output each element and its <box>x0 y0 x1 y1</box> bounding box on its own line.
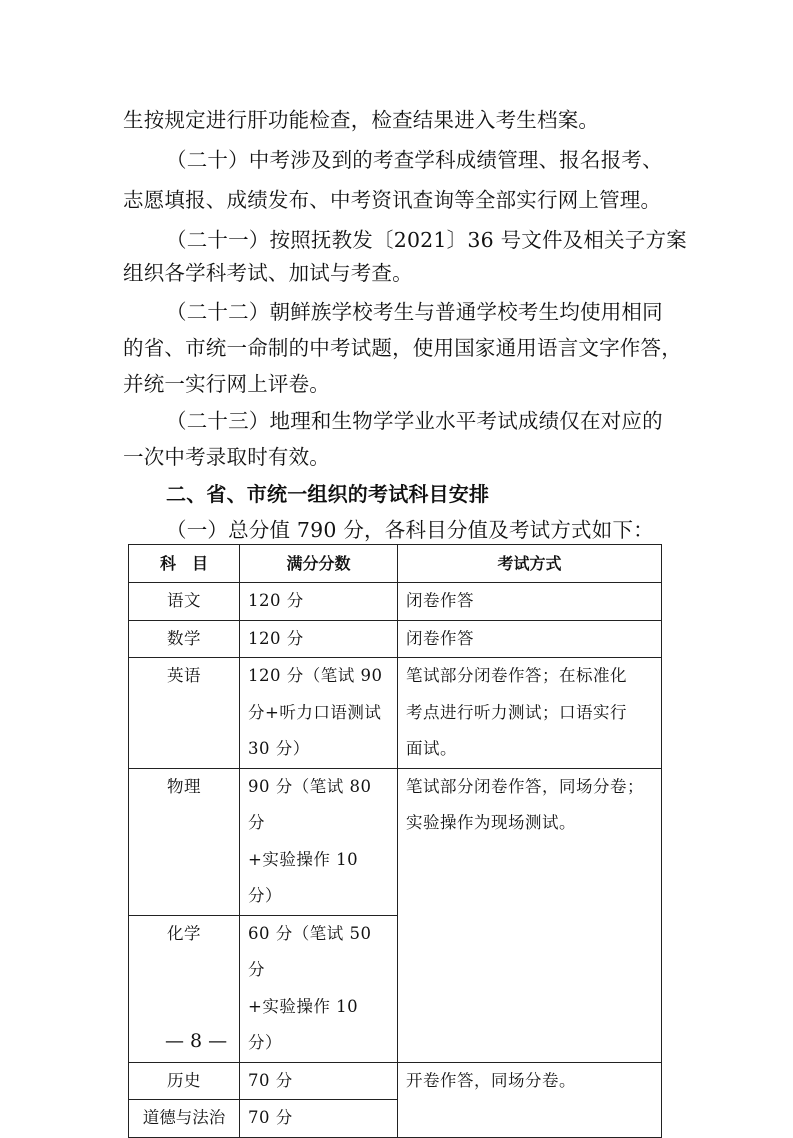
subject-cell: 化学 <box>129 915 240 1062</box>
score-line: 90 分（笔试 80 分 <box>248 776 372 832</box>
method-line: 开卷作答，同场分卷。 <box>406 1070 576 1090</box>
paragraph-line: 生按规定进行肝功能检查，检查结果进入考生档案。 <box>123 108 600 132</box>
score-line: 70 分 <box>248 1108 293 1127</box>
score-line: 30 分） <box>248 739 310 758</box>
paragraph-line: （二十）中考涉及到的考查学科成绩管理、报名报考、 <box>166 148 663 172</box>
subject-cell: 物理 <box>129 768 240 915</box>
paragraph-line: 志愿填报、成绩发布、中考资讯查询等全部实行网上管理。 <box>123 188 662 212</box>
paragraph-line: （二十二）朝鲜族学校考生与普通学校考生均使用相同 <box>166 300 663 324</box>
subject-cell: 数学 <box>129 620 240 658</box>
column-header-method: 考试方式 <box>398 545 662 583</box>
method-line: 闭卷作答 <box>406 628 474 648</box>
score-cell <box>240 768 398 915</box>
score-line: 120 分 <box>248 628 304 648</box>
subject-cell: 英语 <box>129 658 240 769</box>
section-heading: 二、省、市统一组织的考试科目安排 <box>166 482 490 506</box>
method-line: 笔试部分闭卷作答；在标准化 <box>406 666 627 685</box>
method-line: 笔试部分闭卷作答，同场分卷； <box>406 776 644 796</box>
table-row <box>129 620 662 658</box>
method-cell <box>398 768 662 1062</box>
score-line: +实验操作 10 分） <box>248 849 359 905</box>
score-line: 120 分（笔试 90 <box>248 666 383 685</box>
subject-cell: 道德与法治 <box>129 1100 240 1138</box>
method-line: 闭卷作答 <box>406 591 474 610</box>
score-cell <box>240 1100 398 1138</box>
score-line: 120 分 <box>248 591 304 610</box>
paragraph-line: （二十一）按照抚教发〔2021〕36 号文件及相关子方案 <box>166 228 687 252</box>
table-row <box>129 658 662 769</box>
table-intro: （一）总分值 790 分，各科目分值及考试方式如下： <box>166 518 654 542</box>
method-cell <box>398 583 662 621</box>
paragraph-line: 的省、市统一命制的中考试题，使用国家通用语言文字作答， <box>123 336 682 360</box>
page-number: — 8 — <box>165 1030 228 1052</box>
score-line: +实验操作 10 分） <box>248 996 359 1052</box>
table-row <box>129 1062 662 1100</box>
column-header-subject: 科 目 <box>129 545 240 583</box>
method-cell <box>398 1062 662 1137</box>
method-line: 考点进行听力测试；口语实行 <box>406 702 627 722</box>
method-line: 实验操作为现场测试。 <box>406 813 576 832</box>
table-header-row <box>129 545 662 583</box>
subject-cell: 语文 <box>129 583 240 621</box>
score-cell <box>240 915 398 1062</box>
score-line: 70 分 <box>248 1070 293 1090</box>
paragraph-line: 并统一实行网上评卷。 <box>123 372 330 396</box>
method-cell <box>398 658 662 769</box>
table-row <box>129 583 662 621</box>
table-row <box>129 768 662 915</box>
column-header-score: 满分分数 <box>240 545 398 583</box>
score-cell <box>240 620 398 658</box>
score-cell <box>240 658 398 769</box>
paragraph-line: 组织各学科考试、加试与考查。 <box>123 261 413 285</box>
paragraph-line: 一次中考录取时有效。 <box>123 445 330 469</box>
subject-cell: 历史 <box>129 1062 240 1100</box>
score-line: 分+听力口语测试 <box>248 702 382 722</box>
score-cell <box>240 583 398 621</box>
method-cell <box>398 620 662 658</box>
paragraph-line: （二十三）地理和生物学学业水平考试成绩仅在对应的 <box>166 409 663 433</box>
score-cell <box>240 1062 398 1100</box>
method-line: 面试。 <box>406 739 457 758</box>
score-line: 60 分（笔试 50 分 <box>248 923 372 979</box>
